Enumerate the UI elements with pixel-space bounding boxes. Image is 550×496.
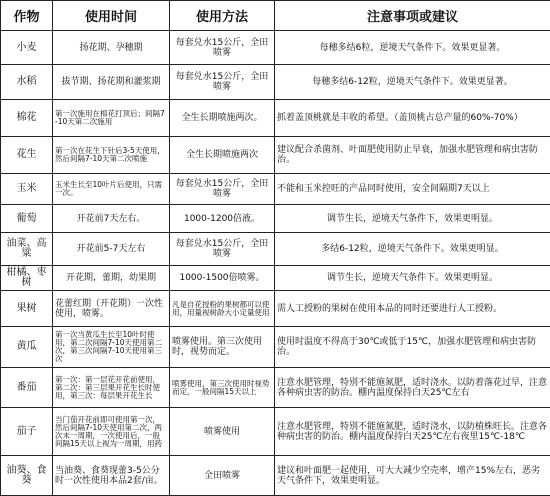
note-cell: 调节生长，逆境天气条件下。效果更明显。: [275, 266, 550, 291]
crop-cell: 茄子: [1, 408, 53, 456]
note-cell: 注意水肥管理，特别不能施氮肥，适时浇水，以防植株旺长。注意各种病虫害的防治。棚内温度保持白天25℃左右夜里15℃-18℃: [275, 408, 550, 456]
crop-cell: 棉花: [1, 100, 53, 137]
method-cell: 全生长期喷施两次。: [170, 100, 275, 137]
method-cell: 喷雾使用，第三次使用时视势而定，一般间隔15天以上: [170, 368, 275, 408]
time-cell: 玉米生长至10叶片后使用，只需一次。: [53, 174, 170, 205]
crop-cell: 小麦: [1, 31, 53, 65]
method-cell: 喷雾使用。第三次使用时，视势而定。: [170, 327, 275, 368]
time-cell: 扬花期、孕穗期: [53, 31, 170, 65]
table-row: [1, 368, 550, 408]
method-cell: 每套兑水15公斤，全田喷雾: [170, 174, 275, 205]
note-cell: 调节生长，逆境天气条件下，效果更明显。: [275, 205, 550, 233]
note-cell: 使用时温度不得高于30℃或低于15℃，加强水肥管理和病虫害防治。: [275, 327, 550, 368]
note-cell: 注意水肥管理，特别不能施氮肥，适时浇水。以防着落花过早，注意各种病虫害的防治。棚内温度保持白天25℃左右: [275, 368, 550, 408]
note-cell: 需人工授粉的果树在使用本品的同时还要进行人工授粉。: [275, 291, 550, 327]
table-row: [1, 205, 550, 233]
table-row: [1, 100, 550, 137]
method-cell: 1000-1200倍液。: [170, 205, 275, 233]
note-cell: 建议配合杀菌剂、叶面肥使用防止早衰，加强水肥管理和病虫害防治。: [275, 137, 550, 174]
table-row: [1, 31, 550, 65]
note-cell: 建议和叶面肥一起使用，可大大减少空壳率，增产15%左右，恶劣天气条件下，效果更明显。: [275, 456, 550, 496]
crop-cell: 油菜、高粱: [1, 233, 53, 266]
method-cell: 喷雾使用: [170, 408, 275, 456]
note-cell: 不能和玉米控旺的产品同时使用，安全间隔期7天以上: [275, 174, 550, 205]
time-cell: 开花前7天左右。: [53, 205, 170, 233]
method-cell: 每套兑水15公斤，全田喷雾: [170, 65, 275, 100]
method-cell: 每套兑水15公斤，全田喷雾: [170, 31, 275, 65]
crop-cell: 果树: [1, 291, 53, 327]
time-cell: 花蕾红期（开花期）一次性使用，喷雾。: [53, 291, 170, 327]
table-row: [1, 327, 550, 368]
time-cell: 开花期，蕾期，幼果期: [53, 266, 170, 291]
method-cell: 每套兑水15公斤，全田喷雾: [170, 233, 275, 266]
time-cell: 当油葵、食葵现蕾3-5公分时一次性使用本品2套/亩。: [53, 456, 170, 496]
crop-cell: 油葵、食葵: [1, 456, 53, 496]
crop-cell: 柑橘、枣树: [1, 266, 53, 291]
crop-cell: 玉米: [1, 174, 53, 205]
time-cell: 开花前5-7天左右: [53, 233, 170, 266]
table-row: [1, 174, 550, 205]
table-row: [1, 408, 550, 456]
method-cell: 全生长期喷施两次: [170, 137, 275, 174]
note-cell: 每穗多结6粒，逆境天气条件下。效果更显著。: [275, 31, 550, 65]
method-cell: 全田喷雾: [170, 456, 275, 496]
note-cell: 每穗多结6-12粒，逆境天气条件下。效果更显著。: [275, 65, 550, 100]
table-row: [1, 266, 550, 291]
table-row: [1, 65, 550, 100]
crop-cell: 水稻: [1, 65, 53, 100]
time-cell: 第一次施用在棉花打顶后；间隔7-10天第二次施用: [53, 100, 170, 137]
header-row: [1, 1, 550, 31]
header-note: 注意事项或建议: [275, 1, 550, 31]
header-time: 使用时间: [53, 1, 170, 31]
crop-cell: 花生: [1, 137, 53, 174]
crop-cell: 黄瓜: [1, 327, 53, 368]
time-cell: 第一次：第一层花开花前使用，第二次：第三层果开花生长时使用，第三次：每层果开花生长: [53, 368, 170, 408]
time-cell: 当门茄开花前即可使用第一次，然后间隔7-10天使用第二次，两次未一周期，一次使用后，一般间隔15天以上视为一周期，用药: [53, 408, 170, 456]
header-crop: 作物: [1, 1, 53, 31]
table-row: [1, 233, 550, 266]
crop-cell: 葡萄: [1, 205, 53, 233]
method-cell: 1000-1500倍喷雾。: [170, 266, 275, 291]
time-cell: 第一次在花生下针后3-5天使用，然后间隔7-10天第二次喷施: [53, 137, 170, 174]
table-row: [1, 456, 550, 496]
note-cell: 多结6-12粒，逆境天气条件下。效果更明显。: [275, 233, 550, 266]
note-cell: 抓着盖顶桃就是丰收的希望。（盖顶桃占总产量的60%-70%）: [275, 100, 550, 137]
table-row: [1, 291, 550, 327]
time-cell: 第一次当黄瓜生长至10叶时使用，第二次间隔7-10天使用第二次，第三次间隔7-10天使用第三次: [53, 327, 170, 368]
time-cell: 拔节期、扬花期和灌浆期: [53, 65, 170, 100]
crop-cell: 番茄: [1, 368, 53, 408]
header-method: 使用方法: [170, 1, 275, 31]
table-row: [1, 137, 550, 174]
method-cell: 凡是自花授粉的果树都可以使用，用量视树龄大小定量使用: [170, 291, 275, 327]
